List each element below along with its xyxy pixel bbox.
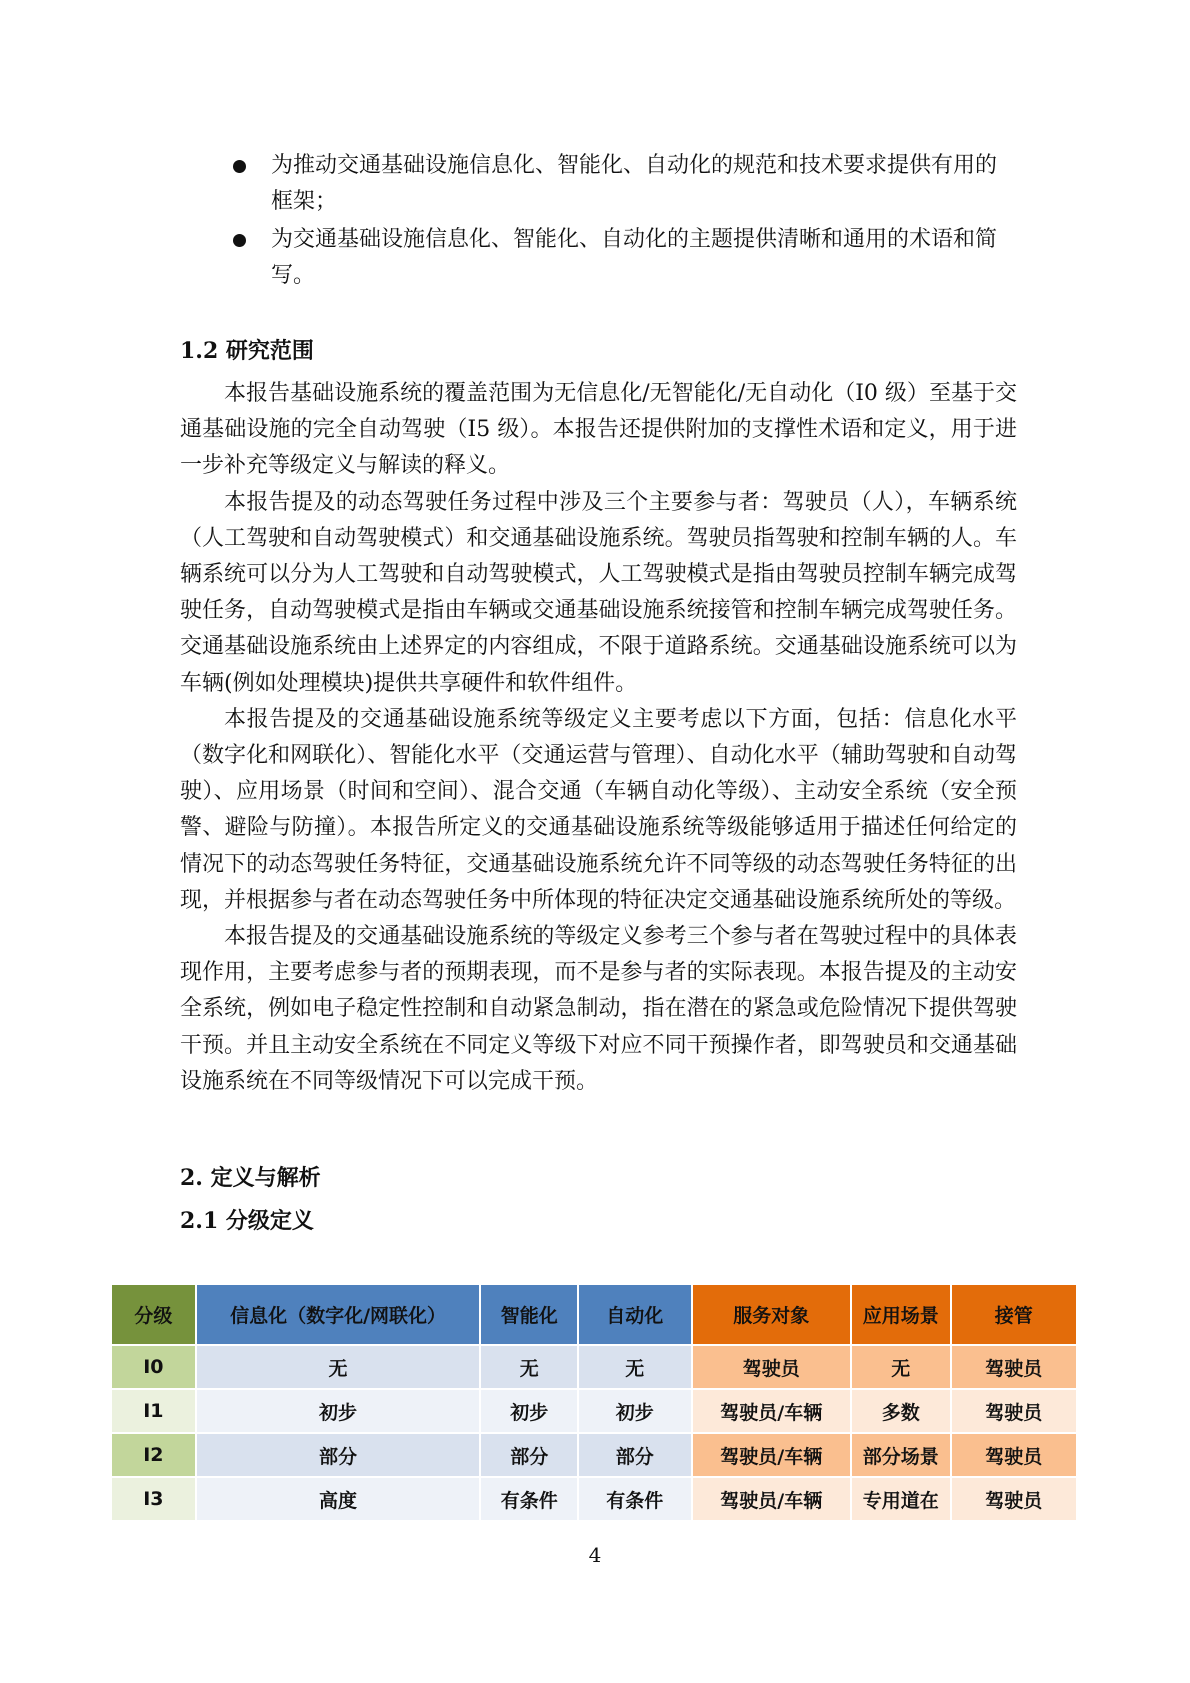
table-cell: I1 (112, 1390, 195, 1432)
table-cell: 驾驶员/车辆 (693, 1478, 850, 1520)
table-cell: 驾驶员 (693, 1346, 850, 1388)
header-level: 分级 (112, 1285, 195, 1344)
bullet-item (233, 148, 1017, 220)
table-cell: 部分 (481, 1434, 577, 1476)
table-cell: I2 (112, 1434, 195, 1476)
table-cell: 驾驶员 (952, 1478, 1077, 1520)
body-text (180, 376, 1017, 1100)
table-cell: 驾驶员 (952, 1390, 1077, 1432)
bullet-list (233, 148, 1017, 296)
table-row (112, 1346, 1076, 1388)
bullet-item (233, 222, 1017, 294)
table-cell: 驾驶员/车辆 (693, 1390, 850, 1432)
header-intelligence: 智能化 (481, 1285, 577, 1344)
table-cell: I3 (112, 1478, 195, 1520)
table-cell: 无 (197, 1346, 480, 1388)
header-automation: 自动化 (579, 1285, 691, 1344)
paragraph: 本报告基础设施系统的覆盖范围为无信息化/无智能化/无自动化（I0 级）至基于交通基础设施的完全自动驾驶（I5 级）。本报告还提供附加的支撑性术语和定义，用于进一步补充等级定义与解读的释义。 (180, 381, 1017, 479)
table-row (112, 1478, 1076, 1520)
paragraph: 本报告提及的交通基础设施系统等级定义主要考虑以下方面，包括：信息化水平（数字化和网联化）、智能化水平（交通运营与管理）、自动化水平（辅助驾驶和自动驾驶）、应用场景（时间和空间）、混合交通（车辆自动化等级）、主动安全系统（安全预警、避险与防撞）。本报告所定义的交通基础设施系统等级能够适用于描述任何给定的情况下的动态驾驶任务特征，交通基础设施系统允许不同等级的动态驾驶任务特征的出现，并根据参与者在动态驾驶任务中所体现的特征决定交通基础设施系统所处的等级。 (180, 706, 1017, 913)
table-header-row (112, 1285, 1076, 1344)
table-cell: I0 (112, 1346, 195, 1388)
bullet-dot-icon (233, 234, 246, 247)
header-informatization: 信息化（数字化/网联化） (197, 1285, 480, 1344)
paragraph: 本报告提及的交通基础设施系统的等级定义参考三个参与者在驾驶过程中的具体表现作用，主要考虑参与者的预期表现，而不是参与者的实际表现。本报告提及的主动安全系统，例如电子稳定性控制和自动紧急制动，指在潜在的紧急或危险情况下提供驾驶干预。并且主动安全系统在不同定义等级下对应不同干预操作者，即驾驶员和交通基础设施系统在不同等级情况下可以完成干预。 (180, 924, 1017, 1094)
table-cell: 多数 (852, 1390, 950, 1432)
header-scenario: 应用场景 (852, 1285, 950, 1344)
table-cell: 专用道在 (852, 1478, 950, 1520)
table-cell: 有条件 (481, 1478, 577, 1520)
table-cell: 驾驶员 (952, 1346, 1077, 1388)
table-cell: 初步 (481, 1390, 577, 1432)
section-heading-2: 2. 定义与解析 (180, 1165, 321, 1191)
bullet-text: 为交通基础设施信息化、智能化、自动化的主题提供清晰和通用的术语和简写。 (271, 227, 998, 288)
table-cell: 无 (579, 1346, 691, 1388)
header-service-target: 服务对象 (693, 1285, 850, 1344)
table-cell: 部分 (579, 1434, 691, 1476)
table-cell: 初步 (579, 1390, 691, 1432)
table-cell: 初步 (197, 1390, 480, 1432)
table-cell: 无 (481, 1346, 577, 1388)
table-row (112, 1434, 1076, 1476)
table-cell: 部分场景 (852, 1434, 950, 1476)
section-heading-1-2: 1.2 研究范围 (180, 338, 314, 364)
page-number: 4 (588, 1543, 602, 1567)
header-takeover: 接管 (952, 1285, 1077, 1344)
section-heading-2-1: 2.1 分级定义 (180, 1208, 314, 1234)
table-cell: 有条件 (579, 1478, 691, 1520)
table-cell: 驾驶员 (952, 1434, 1077, 1476)
table-cell: 高度 (197, 1478, 480, 1520)
bullet-text: 为推动交通基础设施信息化、智能化、自动化的规范和技术要求提供有用的框架； (271, 153, 998, 214)
level-definition-table (110, 1283, 1078, 1522)
bullet-dot-icon (233, 160, 246, 173)
table-row (112, 1390, 1076, 1432)
table-cell: 部分 (197, 1434, 480, 1476)
paragraph: 本报告提及的动态驾驶任务过程中涉及三个主要参与者：驾驶员（人），车辆系统（人工驾驶和自动驾驶模式）和交通基础设施系统。驾驶员指驾驶和控制车辆的人。车辆系统可以分为人工驾驶和自动驾驶模式，人工驾驶模式是指由驾驶员控制车辆完成驾驶任务，自动驾驶模式是指由车辆或交通基础设施系统接管和控制车辆完成驾驶任务。交通基础设施系统由上述界定的内容组成，不限于道路系统。交通基础设施系统可以为车辆(例如处理模块)提供共享硬件和软件组件。 (180, 489, 1017, 696)
table-cell: 无 (852, 1346, 950, 1388)
table-cell: 驾驶员/车辆 (693, 1434, 850, 1476)
